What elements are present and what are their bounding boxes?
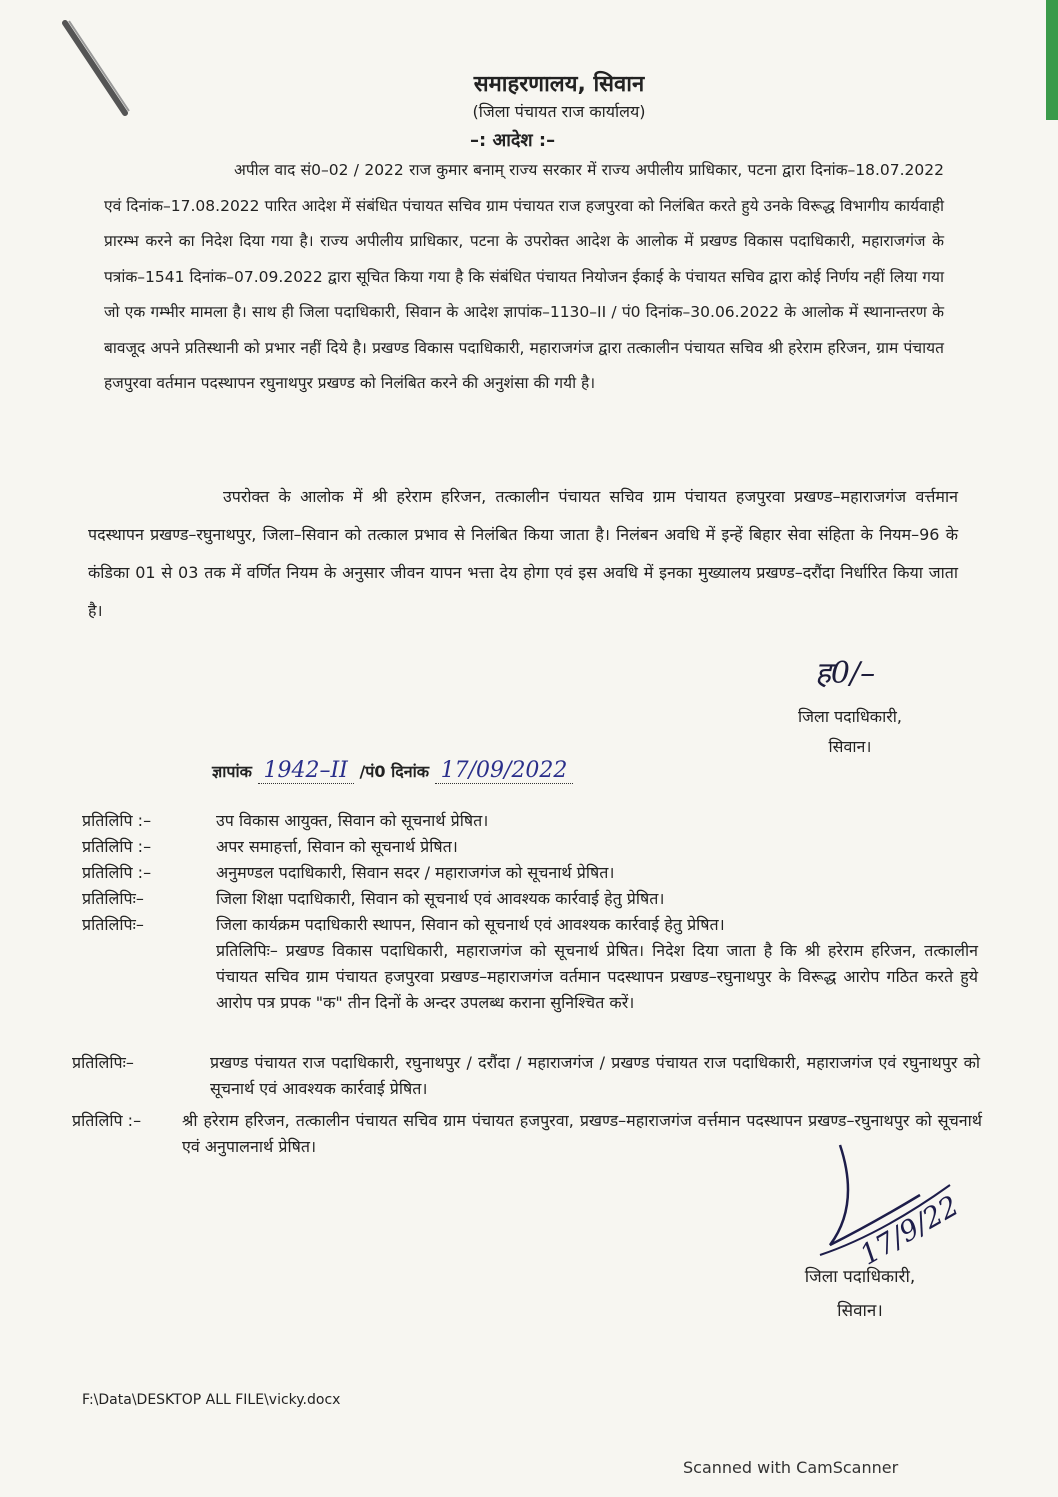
memo-line — [212, 758, 573, 783]
scanner-watermark: Scanned with CamScanner — [683, 1458, 899, 1477]
copy-text: जिला कार्यक्रम पदाधिकारी स्थापन, सिवान को सूचनार्थ एवं आवश्यक कार्रवाई हेतु प्रेषित। — [216, 915, 725, 934]
file-path: F:\Data\DESKTOP ALL FILE\vicky.docx — [82, 1392, 341, 1408]
letterhead — [0, 68, 1058, 122]
signature-date-text: 17/9/22 — [854, 1188, 965, 1272]
signature-icon — [800, 1125, 980, 1275]
copy-text: अपर समाहर्त्ता, सिवान को सूचनार्थ प्रेषित। — [216, 837, 458, 856]
memo-label: ज्ञापांक — [212, 762, 252, 781]
order-paragraph-2: उपरोक्त के आलोक में श्री हरेराम हरिजन, तत्कालीन पंचायत सचिव ग्राम पंचायत हजपुरवा प्रखण्ड–महाराजगंज वर्त्तमान पदस्थापन प्रखण्ड–रघुनाथपुर, जिला–सिवान को तत्काल प्रभाव से निलंबित किया जाता है। निलंबन अवधि में इन्हें बिहार सेवा संहिता के नियम–96 के कंडिका 01 से 03 तक में वर्णित नियम के अनुसार जीवन यापन भत्ता देय होगा एवं इस अवधि में इनका मुख्यालय प्रखण्ड–दरौंदा निर्धारित किया जाता है। — [88, 487, 958, 620]
copy-label: प्रतिलिपि :– — [82, 811, 152, 830]
signatory-block-2 — [770, 1260, 950, 1328]
copy-label: प्रतिलिपि :– — [72, 1111, 142, 1130]
copy-text: जिला शिक्षा पदाधिकारी, सिवान को सूचनार्थ एवं आवश्यक कार्रवाई हेतु प्रेषित। — [216, 889, 665, 908]
copy-text: श्री हरेराम हरिजन, तत्कालीन पंचायत सचिव ग्राम पंचायत हजपुरवा, प्रखण्ड–महाराजगंज वर्त्तमान पदस्थापन प्रखण्ड–रघुनाथपुर को सूचनार्थ एवं अनुपालनार्थ प्रेषित। — [182, 1111, 982, 1156]
memo-date: 17/09/2022 — [435, 758, 574, 784]
signatory-title: जिला पदाधिकारी, — [804, 1267, 916, 1287]
copy-label: प्रतिलिपिः– — [82, 889, 144, 908]
memo-number: 1942–II — [258, 758, 354, 784]
signature-mark-icon — [810, 645, 930, 695]
memo-separator: /पं0 दिनांक — [359, 762, 430, 781]
copy-label: प्रतिलिपि :– — [82, 837, 152, 856]
signatory-place: सिवान। — [837, 1301, 883, 1321]
signatory-title: जिला पदाधिकारी, — [797, 707, 902, 726]
copy-label: प्रतिलिपिः– — [82, 915, 144, 934]
office-title: समाहरणालय, सिवान — [473, 72, 645, 97]
signatory-place: सिवान। — [828, 737, 872, 756]
order-heading: –: आदेश :– — [470, 130, 556, 151]
signature-mark-text: ह0/– — [815, 656, 876, 691]
copy-label: प्रतिलिपिः– — [72, 1053, 134, 1072]
copy-text: प्रखण्ड पंचायत राज पदाधिकारी, रघुनाथपुर / दरौंदा / महाराजगंज / प्रखण्ड पंचायत राज पदाधिकारी, महाराजगंज एवं रघुनाथपुर को सूचनार्थ एवं आवश्यक कार्रवाई प्रेषित। — [210, 1053, 980, 1098]
copy-label: प्रतिलिपि :– — [82, 863, 152, 882]
signatory-block-1 — [775, 702, 925, 762]
copy-text: उप विकास आयुक्त, सिवान को सूचनार्थ प्रेषित। — [216, 811, 489, 830]
copy-text: अनुमण्डल पदाधिकारी, सिवान सदर / महाराजगंज को सूचनार्थ प्रेषित। — [216, 863, 615, 882]
order-paragraph-1: अपील वाद सं0–02 / 2022 राज कुमार बनाम् राज्य सरकार में राज्य अपीलीय प्राधिकार, पटना द्वारा दिनांक–18.07.2022 एवं दिनांक–17.08.2022 पारित आदेश में संबंधित पंचायत सचिव ग्राम पंचायत राज हजपुरवा को निलंबित करते हुये उनके विरूद्ध विभागीय कार्यवाही प्रारम्भ करने का निदेश दिया गया है। राज्य अपीलीय प्राधिकार, पटना के उपरोक्त आदेश के आलोक में प्रखण्ड विकास पदाधिकारी, महाराजगंज के पत्रांक–1541 दिनांक–07.09.2022 द्वारा सूचित किया गया है कि संबंधित पंचायत नियोजन ईकाई के पंचायत सचिव द्वारा कोई निर्णय नहीं लिया गया जो एक गम्भीर मामला है। साथ ही जिला पदाधिकारी, सिवान के आदेश ज्ञापांक–1130–II / पं0 दिनांक–30.06.2022 के आलोक में स्थानान्तरण के बावजूद अपने प्रतिस्थानी को प्रभार नहीं दिये है। प्रखण्ड विकास पदाधिकारी, महाराजगंज द्वारा तत्कालीन पंचायत सचिव श्री हरेराम हरिजन, ग्राम पंचायत हजपुरवा वर्तमान पदस्थापन रघुनाथपुर प्रखण्ड को निलंबित करने की अनुशंसा की गयी है। — [104, 161, 944, 392]
copy-text: प्रतिलिपिः– प्रखण्ड विकास पदाधिकारी, महाराजगंज को सूचनार्थ प्रेषित। निदेश दिया जाता है कि श्री हरेराम हरिजन, तत्कालीन पंचायत सचिव ग्राम पंचायत हजपुरवा प्रखण्ड–महाराजगंज वर्तमान पदस्थापन प्रखण्ड–रघुनाथपुर के विरूद्ध आरोप गठित करते हुये आरोप पत्र प्रपक "क" तीन दिनों के अन्दर उपलब्ध कराना सुनिश्चित करें। — [216, 941, 978, 1012]
office-subtitle: (जिला पंचायत राज कार्यालय) — [472, 102, 646, 121]
